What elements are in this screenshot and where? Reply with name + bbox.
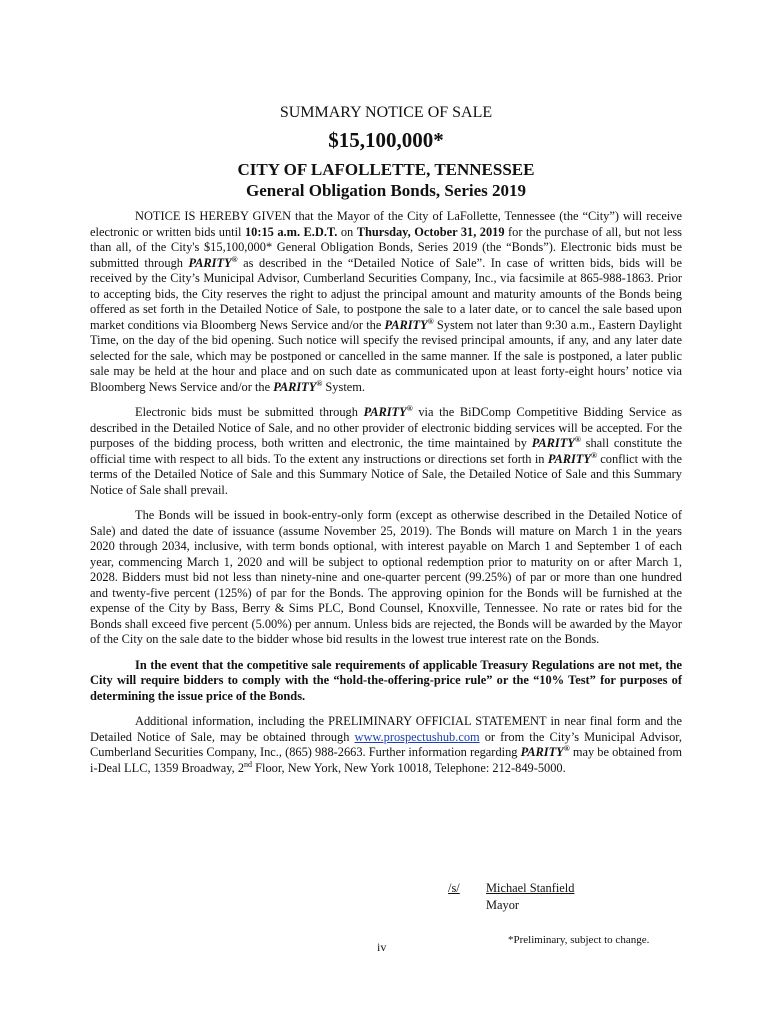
text-run: as described in the “Detailed Notice of Sale”. In case of written bids, bids will be received by the City’s Municipal Advisor, Cumberland Securities Company, Inc., via facsimile at 865-988-1863. Prior to accepting bids, the City reserves the right to adjust the principal amount and maturity amounts of the Bonds being offered as set forth in the Detailed Notice of Sale, to postpone the sale to a later date, or to cancel the sale based upon market conditions via Bloomberg News Service and/or the	[90, 255, 682, 332]
paragraph-additional-info	[90, 714, 682, 776]
document-page	[90, 104, 682, 786]
text-run: for the purchase of all, but not less than all, of the City's $15,100,000* General Obligation Bonds, Series 2019 (the “Bonds”). Electronic bids must be submitted through	[90, 224, 682, 270]
bid-time: 10:15 a.m. E.D.T.	[244, 224, 338, 239]
paragraph-electronic-bids	[90, 405, 682, 498]
issuer-name: CITY OF LAFOLLETTE, TENNESSEE	[237, 160, 535, 179]
signature-mark: /s/	[448, 881, 460, 895]
signer-title: Mayor	[486, 898, 520, 912]
text-run: Electronic bids must be submitted through	[135, 405, 364, 419]
paragraph-notice	[90, 209, 682, 395]
text-run: or from the City’s Municipal Advisor, Cumberland Securities Company, Inc., (865) 988-2663. Further information regarding	[90, 729, 682, 759]
text-run: on	[337, 224, 357, 239]
bond-series: General Obligation Bonds, Series 2019	[245, 181, 527, 200]
footnote: *Preliminary, subject to change.	[508, 934, 650, 946]
parity-mark: PARITY®	[188, 254, 238, 270]
ordinal-suffix: nd	[244, 759, 253, 769]
text-run: Floor, New York, New York 10018, Telephone: 212-849-5000.	[252, 760, 566, 775]
parity-mark: PARITY®	[531, 434, 581, 450]
text-run: may be obtained from i-Deal LLC, 1359 Broadway, 2	[90, 745, 682, 775]
text-run: shall constitute the official time with respect to all bids. To the extent any instructions or directions set forth in	[90, 436, 682, 466]
parity-mark: PARITY®	[384, 316, 434, 332]
notice-title: SUMMARY NOTICE OF SALE	[279, 104, 493, 121]
parity-mark: PARITY®	[363, 403, 413, 419]
text-run: Additional information, including the PRELIMINARY OFFICIAL STATEMENT in near final form and the Detailed Notice of Sale, may be obtained through	[90, 714, 682, 744]
paragraph-bond-terms: The Bonds will be issued in book-entry-only form (except as otherwise described in the Detailed Notice of Sale) and dated the date of issuance (assume November 25, 2019). The Bonds will mature on March 1 in the years 2020 through 2034, inclusive, with term bonds optional, with interest payable on March 1 and September 1 of each year, commencing March 1, 2020 and will be subject to optional redemption prior to maturity on or after March 1, 2028. Bidders must bid not less than ninety-nine and one-quarter percent (99.25%) of par or more than one hundred and twenty-five percent (125%) of par for the Bonds. The approving opinion for the Bonds will be furnished at the expense of the City by Bass, Berry & Sims PLC, Bond Counsel, Knoxville, Tennessee. No rate or rates bid for the Bonds shall exceed five percent (5.00%) per annum. Unless bids are rejected, the Bonds will be awarded by the Mayor of the City on the sale date to the bidder whose bid results in the lowest true interest rate on the Bonds.	[90, 508, 682, 646]
signature-block	[448, 880, 574, 914]
parity-mark: PARITY®	[547, 450, 597, 466]
parity-mark: PARITY®	[520, 743, 570, 759]
bond-amount: $15,100,000*	[328, 128, 444, 152]
paragraph-treasury-regulations: In the event that the competitive sale requirements of applicable Treasury Regulations are not met, the City will require bidders to comply with the “hold-the-offering-price rule” or the “10% Test” for purposes of determining the issue price of the Bonds.	[90, 657, 682, 703]
text-run: conflict with the terms of the Detailed Notice of Sale and this Summary Notice of Sale, the Detailed Notice of Sale and this Summary Notice of Sale shall prevail.	[90, 451, 682, 497]
text-run: NOTICE IS HEREBY GIVEN that the Mayor of the City of LaFollette, Tennessee (the “City”) will receive electronic or written bids until	[90, 209, 682, 239]
signer-name: Michael Stanfield	[486, 881, 575, 895]
page-number: iv	[377, 940, 387, 954]
text-run: System.	[322, 379, 365, 394]
prospectushub-link[interactable]: www.prospectushub.com	[354, 729, 480, 744]
text-run: via the BiDComp Competitive Bidding Service as described in the Detailed Notice of Sale, and no other provider of electronic bidding services will be accepted. For the purposes of the bidding process, both written and electronic, the time maintained by	[90, 405, 682, 450]
bid-date: Thursday, October 31, 2019	[356, 224, 505, 239]
text-run: System not later than 9:30 a.m., Eastern Daylight Time, on the day of the bid opening. Such notice will specify the revised principal amounts, if any, and any later date selected for the sale, which may be postponed or cancelled in the same manner. If the sale is postponed, a later public sale may be held at the hour and place and on such date as communicated upon at least forty-eight hours’ notice via Bloomberg News Service and/or the	[90, 317, 682, 394]
parity-mark: PARITY®	[273, 378, 323, 394]
